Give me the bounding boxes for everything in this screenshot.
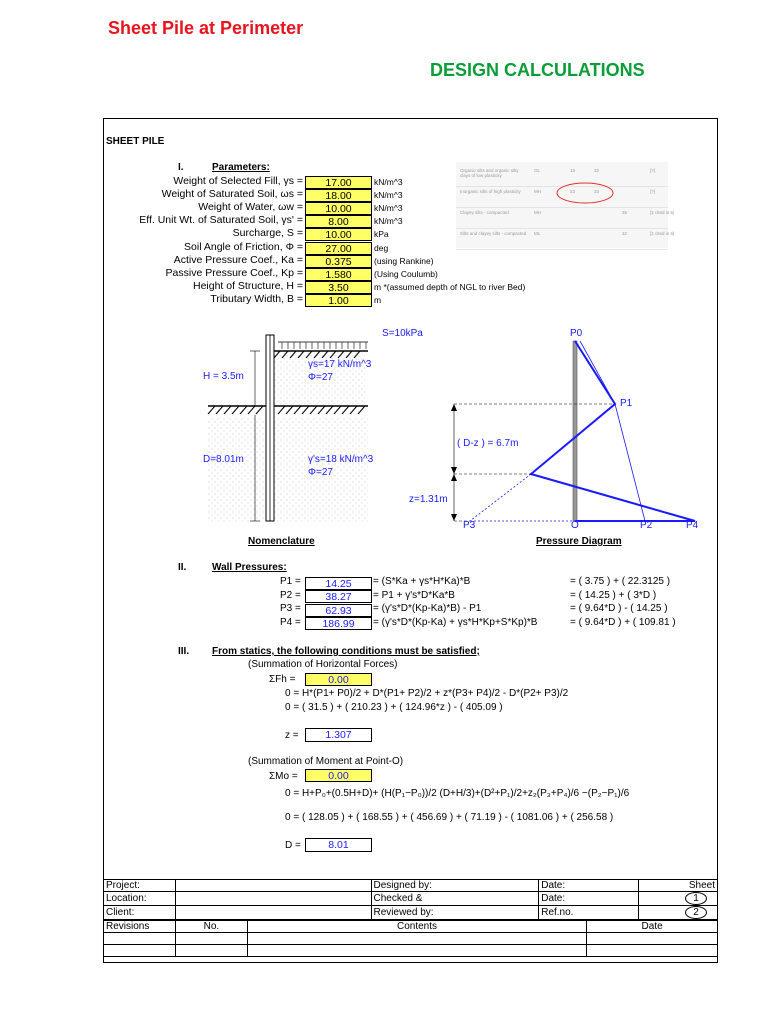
surcharge-label: S=10kPa (382, 328, 423, 339)
pressure-diagram-caption: Pressure Diagram (536, 536, 622, 547)
parameter-unit: m *(assumed depth of NGL to river Bed) (374, 281, 526, 292)
label-o: O (571, 520, 579, 531)
horizontal-equation: 0 = H*(P1+ P0)/2 + D*(P1+ P2)/2 + z*(P3+ P4)/2 - D*(P2+ P3)/2 (285, 688, 569, 699)
moment-note: (Summation of Moment at Point-O) (248, 756, 404, 767)
page-title: Sheet Pile at Perimeter (108, 18, 304, 38)
surcharge-arrows (282, 342, 366, 349)
upper-soil-phi: Φ=27 (308, 372, 333, 383)
pressure-value: 14.25 (305, 577, 372, 590)
z-dimension-label: z=1.31m (409, 494, 448, 505)
parameter-value[interactable]: 10.00 (305, 228, 372, 241)
soil-table-cell: Organic silts and organic silty clays of low plasticity (460, 168, 519, 178)
project-label: Project: (104, 880, 176, 892)
section-num-3: III. (178, 646, 190, 657)
d-label: D = (285, 840, 301, 851)
d-value: 8.01 (305, 838, 372, 852)
soil-table-cell: 32 (622, 231, 628, 236)
parameter-label: Surcharge, S = (232, 227, 303, 240)
soil-table-cell: MH (534, 189, 541, 194)
highlight-ellipse (456, 162, 668, 248)
label-p2: P2 (640, 520, 653, 531)
pressure-diagram (440, 325, 710, 535)
pressure-label: P2 = (280, 589, 301, 601)
parameter-value[interactable]: 10.00 (305, 202, 372, 215)
soil-table-cell: Inorganic silts of high plasticity (460, 189, 521, 194)
sum-mo-value: 0.00 (305, 769, 372, 782)
revisions-table (103, 920, 718, 957)
pressure-label: P1 = (280, 576, 301, 587)
sum-fh-value: 0.00 (305, 673, 372, 686)
parameter-label: Weight of Water, ωw = (198, 201, 303, 214)
pressure-value: 38.27 (305, 590, 372, 603)
parameter-label: Weight of Selected Fill, γs = (173, 175, 303, 187)
dz-dimension-label: ( D-z ) = 6.7m (457, 438, 519, 449)
parameter-unit: (Using Coulumb) (374, 268, 438, 279)
section-title: SHEET PILE (106, 136, 165, 147)
location-label: Location: (104, 892, 176, 906)
parameter-value[interactable]: 1.00 (305, 294, 372, 307)
pressure-formula: = (γ's*D*(Kp-Ka) + γs*H*Kp+S*Kp)*B (373, 616, 538, 628)
lower-soil-gamma: γ's=18 kN/m^3 (308, 454, 374, 465)
pressure-result: = ( 3.75 ) + ( 22.3125 ) (570, 576, 671, 587)
z-label: z = (285, 730, 299, 741)
client-value[interactable] (175, 906, 371, 920)
parameter-value[interactable]: 17.00 (305, 176, 372, 189)
soil-table-cell: 23 (570, 189, 576, 194)
soil-table-cell: 32 (594, 168, 600, 173)
moment-equation: 0 = H+P₀+(0.5H+D)+ (H(P₁−P₀))/2 (D+H/3)+(D²+P₁)/2+z₂(P₃+P₄)/6 −(P₂−P₁)/6 (285, 788, 630, 799)
label-p3: P3 (463, 520, 476, 531)
revisions-date-header: Date (587, 921, 718, 933)
soil-table-cell: [?] (650, 189, 656, 194)
pressure-value: 62.93 (305, 604, 372, 617)
pressure-result: = ( 9.64*D ) - ( 14.25 ) (570, 603, 668, 614)
soil-table-cell: [1 cited in 6] (650, 231, 675, 236)
horizontal-equation-values: 0 = ( 31.5 ) + ( 210.23 ) + ( 124.96*z ) - ( 405.09 ) (285, 702, 503, 713)
label-p0: P0 (570, 328, 583, 339)
label-p1: P1 (620, 398, 633, 409)
label-p4: P4 (686, 520, 699, 531)
parameter-unit: m (374, 294, 382, 305)
parameter-value[interactable]: 0.375 (305, 255, 372, 268)
revisions-contents-header: Contents (247, 921, 586, 933)
parameter-unit: kPa (374, 229, 389, 240)
parameter-value[interactable]: 18.00 (305, 189, 372, 202)
d-dimension-label: D=8.01m (203, 454, 244, 465)
revisions-no-header: No. (175, 921, 247, 933)
pressure-label: P4 = (280, 616, 301, 628)
lower-soil-fill (208, 417, 368, 522)
parameter-label: Soil Angle of Friction, Φ = (184, 240, 303, 253)
soil-reference-table (456, 162, 675, 248)
title-block (103, 879, 718, 920)
pressure-label: P3 = (280, 603, 301, 614)
soil-table-cell: Clayey silts - compacted (460, 210, 509, 215)
pressure-result: = ( 9.64*D ) + ( 109.81 ) (570, 616, 676, 628)
soil-table-cell: [?] (650, 168, 656, 173)
lower-soil-phi: Φ=27 (308, 467, 333, 478)
parameter-unit: kN/m^3 (374, 203, 403, 214)
sheet-label: Sheet (639, 880, 718, 892)
pressure-wall (573, 341, 577, 521)
z-value: 1.307 (305, 728, 372, 742)
client-label: Client: (104, 906, 176, 920)
pressure-result: = ( 14.25 ) + ( 3*D ) (570, 589, 657, 601)
section-num-2: II. (178, 562, 187, 573)
pressure-outline (531, 341, 695, 521)
soil-table-cell: Silts and clayey silts - compacted (460, 231, 527, 236)
designed-by-label: Designed by: (371, 880, 539, 892)
page-subtitle: DESIGN CALCULATIONS (430, 60, 645, 80)
parameters-heading: Parameters: (212, 162, 270, 173)
soil-table-cell: 33 (594, 189, 600, 194)
pressure-value: 186.99 (305, 617, 372, 630)
parameter-value[interactable]: 3.50 (305, 281, 372, 294)
parameter-unit: kN/m^3 (374, 216, 403, 227)
parameter-unit: deg (374, 242, 389, 253)
soil-table-cell: ML (534, 231, 541, 236)
wall-pressures-heading: Wall Pressures: (212, 562, 287, 573)
revisions-label: Revisions (104, 921, 176, 933)
parameter-value[interactable]: 1.580 (305, 268, 372, 281)
moment-equation-values: 0 = ( 128.05 ) + ( 168.55 ) + ( 456.69 ) + ( 71.19 ) - ( 1081.06 ) + ( 256.58 ) (285, 812, 614, 823)
section-num-1: I. (178, 162, 184, 173)
sheet-number: 1 (639, 892, 718, 906)
soil-table-cell: 13 (570, 168, 576, 173)
location-value[interactable] (175, 892, 371, 906)
date-label-2: Date: (539, 892, 639, 906)
date-label-1: Date: (539, 880, 639, 892)
pressure-formula: = P1 + γ's*D*Ka*B (373, 589, 455, 601)
parameter-label: Eff. Unit Wt. of Saturated Soil, γs' = (139, 214, 303, 227)
parameter-label: Tributary Width, B = (210, 292, 303, 305)
reviewed-by-label: Reviewed by: (371, 906, 539, 920)
parameter-label: Passive Pressure Coef., Kp = (165, 266, 303, 279)
pressure-formula: = (γ's*D*(Kp-Ka)*B) - P1 (373, 603, 482, 614)
parameter-label: Active Pressure Coef., Ka = (173, 253, 303, 266)
checked-label: Checked & (371, 892, 539, 906)
parameter-unit: kN/m^3 (374, 177, 403, 187)
ref-no-label: Ref.no. (539, 906, 639, 920)
pressure-formula: = (S*Ka + γs*H*Ka)*B (373, 576, 471, 587)
soil-table-cell: 26 (622, 210, 628, 215)
parameter-label: Weight of Saturated Soil, ωs = (161, 188, 303, 201)
sheet-total: 2 (639, 906, 718, 920)
soil-table-cell: [1 cited in 6] (650, 210, 675, 215)
upper-soil-gamma: γs=17 kN/m^3 (308, 359, 372, 370)
nomenclature-diagram (190, 325, 390, 530)
soil-table-cell: OL (534, 168, 541, 173)
parameter-label: Height of Structure, H = (192, 279, 303, 292)
parameter-value[interactable]: 8.00 (305, 215, 372, 228)
sum-mo-label: ΣMo = (269, 771, 298, 782)
parameter-unit: (using Rankine) (374, 255, 434, 266)
statics-heading: From statics, the following conditions must be satisfied; (212, 646, 480, 657)
h-dimension-label: H = 3.5m (203, 371, 244, 382)
soil-table-cell: MH (534, 210, 541, 215)
parameter-value[interactable]: 27.00 (305, 242, 372, 255)
sum-fh-label: ΣFh = (269, 674, 296, 685)
horizontal-forces-note: (Summation of Horizontal Forces) (248, 659, 398, 670)
nomenclature-caption: Nomenclature (248, 536, 315, 547)
parameter-unit: kN/m^3 (374, 190, 403, 201)
project-value[interactable] (175, 880, 371, 892)
